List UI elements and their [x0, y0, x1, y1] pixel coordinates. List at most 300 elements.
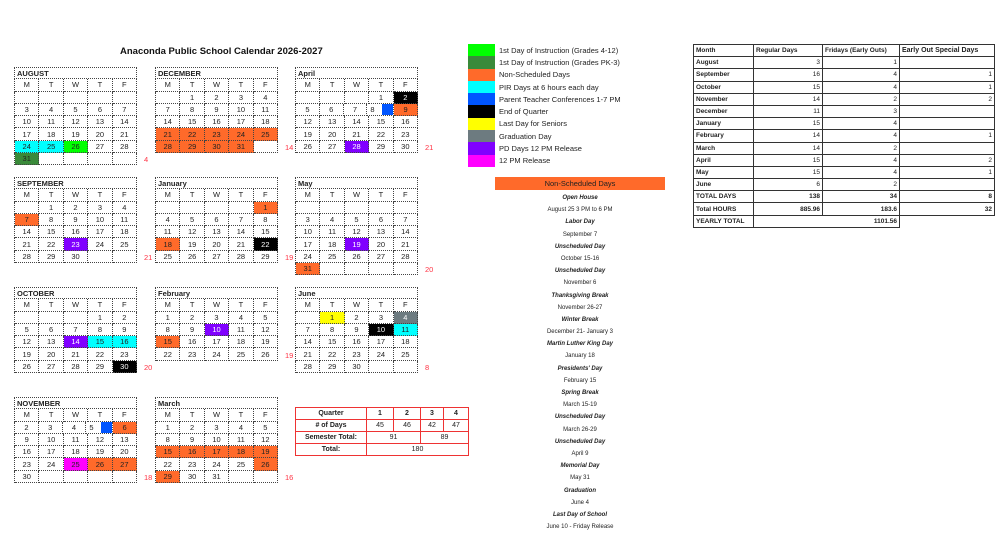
legend-label: 1st Day of Instruction (Grades PK-3) — [499, 57, 620, 67]
day-cell[interactable] — [113, 153, 137, 165]
day-cell[interactable] — [39, 153, 63, 165]
weekday-label: M — [296, 189, 320, 201]
day-number: 23 — [352, 349, 361, 359]
day-cell[interactable] — [39, 434, 63, 446]
day-cell[interactable] — [229, 92, 253, 104]
day-cell[interactable] — [394, 324, 418, 336]
day-cell[interactable] — [320, 226, 344, 238]
day-cell[interactable] — [394, 263, 418, 275]
day-cell[interactable] — [156, 238, 180, 250]
day-cell[interactable] — [88, 116, 112, 128]
day-cell[interactable] — [64, 141, 88, 153]
day-cell[interactable] — [156, 336, 180, 348]
day-cell[interactable] — [229, 141, 253, 153]
day-cell[interactable] — [369, 238, 393, 250]
day-cell[interactable] — [320, 336, 344, 348]
day-cell[interactable] — [39, 116, 63, 128]
day-cell[interactable] — [229, 434, 253, 446]
day-cell[interactable] — [156, 202, 180, 214]
day-cell[interactable] — [64, 434, 88, 446]
day-cell[interactable] — [113, 226, 137, 238]
day-cell[interactable] — [229, 214, 253, 226]
day-cell[interactable] — [64, 214, 88, 226]
day-cell[interactable] — [39, 312, 63, 324]
day-cell[interactable] — [113, 348, 137, 360]
day-cell[interactable] — [254, 458, 278, 470]
day-cell[interactable] — [205, 116, 229, 128]
day-cell[interactable] — [39, 128, 63, 140]
day-cell[interactable] — [64, 128, 88, 140]
day-cell[interactable] — [180, 458, 204, 470]
day-cell[interactable] — [15, 214, 39, 226]
day-cell[interactable] — [88, 214, 112, 226]
day-cell[interactable] — [320, 263, 344, 275]
day-cell[interactable] — [296, 336, 320, 348]
day-cell[interactable] — [15, 348, 39, 360]
day-cell[interactable] — [205, 471, 229, 483]
day-cell[interactable] — [296, 361, 320, 373]
day-cell[interactable] — [229, 128, 253, 140]
day-cell[interactable] — [394, 238, 418, 250]
day-cell[interactable] — [39, 238, 63, 250]
day-cell[interactable] — [15, 361, 39, 373]
day-cell[interactable] — [64, 104, 88, 116]
day-cell[interactable] — [64, 458, 88, 470]
day-cell[interactable] — [15, 128, 39, 140]
day-cell[interactable] — [39, 104, 63, 116]
day-cell[interactable] — [296, 214, 320, 226]
day-cell[interactable] — [156, 422, 180, 434]
day-cell[interactable] — [320, 251, 344, 263]
day-cell[interactable] — [320, 214, 344, 226]
day-cell[interactable] — [254, 202, 278, 214]
day-cell[interactable] — [88, 361, 112, 373]
day-number: 9 — [403, 105, 408, 115]
day-cell[interactable] — [296, 238, 320, 250]
day-number: 19 — [71, 129, 80, 139]
day-cell[interactable] — [15, 422, 39, 434]
day-cell[interactable] — [254, 214, 278, 226]
day-cell[interactable] — [254, 434, 278, 446]
day-cell[interactable] — [88, 434, 112, 446]
legend-label: PD Days 12 PM Release — [499, 144, 582, 154]
day-cell[interactable] — [369, 361, 393, 373]
day-cell[interactable] — [180, 471, 204, 483]
day-cell[interactable] — [296, 202, 320, 214]
day-cell[interactable] — [369, 128, 393, 140]
day-cell[interactable] — [344, 104, 368, 116]
day-cell[interactable] — [15, 202, 39, 214]
day-cell[interactable] — [156, 251, 180, 263]
day-cell[interactable] — [369, 336, 393, 348]
day-cell[interactable] — [88, 202, 112, 214]
day-cell[interactable] — [229, 312, 253, 324]
day-cell[interactable] — [320, 348, 344, 360]
day-cell[interactable] — [229, 471, 253, 483]
day-cell[interactable] — [64, 348, 88, 360]
day-cell[interactable] — [229, 348, 253, 360]
day-cell[interactable] — [180, 226, 204, 238]
day-cell[interactable] — [229, 226, 253, 238]
day-cell[interactable] — [254, 141, 278, 153]
day-cell[interactable] — [394, 361, 418, 373]
day-cell[interactable] — [156, 92, 180, 104]
day-cell[interactable] — [205, 312, 229, 324]
day-cell[interactable] — [15, 458, 39, 470]
day-cell[interactable] — [296, 263, 320, 275]
day-cell[interactable] — [229, 422, 253, 434]
day-cell[interactable] — [254, 128, 278, 140]
day-cell[interactable] — [254, 336, 278, 348]
day-cell[interactable] — [15, 251, 39, 263]
day-cell[interactable] — [254, 104, 278, 116]
day-cell[interactable] — [345, 202, 369, 214]
day-cell[interactable] — [180, 251, 204, 263]
day-cell[interactable] — [156, 226, 180, 238]
day-cell[interactable] — [15, 116, 39, 128]
day-cell[interactable] — [369, 312, 393, 324]
day-cell[interactable] — [205, 104, 229, 116]
day-cell[interactable] — [113, 141, 137, 153]
day-cell[interactable] — [320, 202, 344, 214]
day-cell[interactable] — [156, 312, 180, 324]
day-cell[interactable] — [180, 92, 204, 104]
day-cell[interactable] — [88, 324, 112, 336]
day-cell[interactable] — [180, 116, 204, 128]
day-cell[interactable] — [156, 116, 180, 128]
day-cell[interactable] — [345, 226, 369, 238]
day-cell[interactable] — [180, 238, 204, 250]
day-cell[interactable] — [394, 141, 418, 153]
day-cell[interactable] — [254, 324, 278, 336]
day-cell[interactable] — [39, 92, 63, 104]
day-cell[interactable] — [254, 312, 278, 324]
day-cell[interactable] — [113, 312, 137, 324]
day-cell[interactable] — [113, 361, 137, 373]
day-cell[interactable] — [64, 116, 88, 128]
day-cell[interactable] — [229, 336, 253, 348]
day-cell[interactable] — [39, 361, 63, 373]
weekday-label: T — [320, 79, 344, 91]
day-cell[interactable] — [180, 141, 204, 153]
day-cell[interactable] — [88, 226, 112, 238]
day-cell[interactable] — [156, 104, 180, 116]
day-cell[interactable] — [320, 141, 344, 153]
color-swatch — [468, 130, 495, 142]
day-cell[interactable] — [205, 251, 229, 263]
day-cell[interactable] — [39, 324, 63, 336]
day-cell[interactable] — [86, 422, 113, 434]
day-cell[interactable] — [156, 434, 180, 446]
day-cell[interactable] — [345, 251, 369, 263]
day-cell[interactable] — [180, 336, 204, 348]
day-cell[interactable] — [229, 324, 253, 336]
day-cell[interactable] — [369, 214, 393, 226]
day-cell[interactable] — [15, 324, 39, 336]
day-cell[interactable] — [64, 361, 88, 373]
day-cell[interactable] — [254, 238, 278, 250]
day-cell[interactable] — [394, 214, 418, 226]
day-cell[interactable] — [63, 422, 87, 434]
day-cell[interactable] — [345, 336, 369, 348]
day-cell[interactable] — [15, 92, 39, 104]
day-cell[interactable] — [205, 92, 229, 104]
day-cell[interactable] — [180, 348, 204, 360]
day-cell[interactable] — [320, 238, 344, 250]
day-cell[interactable] — [113, 214, 137, 226]
day-cell[interactable] — [369, 92, 393, 104]
day-cell[interactable] — [39, 141, 63, 153]
day-cell[interactable] — [88, 153, 112, 165]
day-cell[interactable] — [64, 153, 88, 165]
day-cell[interactable] — [394, 128, 418, 140]
day-cell[interactable] — [229, 202, 253, 214]
weekday-label: M — [15, 299, 39, 311]
day-cell[interactable] — [345, 92, 369, 104]
day-cell[interactable] — [345, 141, 369, 153]
day-cell[interactable] — [320, 324, 344, 336]
day-cell[interactable] — [15, 471, 39, 483]
day-cell[interactable] — [345, 116, 369, 128]
day-cell[interactable] — [229, 251, 253, 263]
day-cell[interactable] — [64, 471, 88, 483]
day-cell[interactable] — [88, 471, 112, 483]
day-cell[interactable] — [254, 422, 278, 434]
day-cell[interactable] — [113, 434, 137, 446]
day-cell[interactable] — [205, 336, 229, 348]
day-cell[interactable] — [296, 116, 320, 128]
day-cell[interactable] — [180, 202, 204, 214]
day-cell[interactable] — [369, 226, 393, 238]
day-cell[interactable] — [296, 251, 320, 263]
day-cell[interactable] — [394, 348, 418, 360]
day-cell[interactable] — [296, 92, 320, 104]
day-cell[interactable] — [394, 92, 418, 104]
day-cell[interactable] — [369, 324, 393, 336]
day-cell[interactable] — [180, 312, 204, 324]
day-cell[interactable] — [180, 324, 204, 336]
day-cell[interactable] — [296, 141, 320, 153]
day-cell[interactable] — [88, 251, 112, 263]
day-number: 9 — [354, 325, 359, 335]
day-cell[interactable] — [229, 116, 253, 128]
day-cell[interactable] — [345, 361, 369, 373]
day-cell[interactable] — [394, 116, 418, 128]
day-cell[interactable] — [113, 238, 137, 250]
day-cell[interactable] — [15, 226, 39, 238]
day-cell[interactable] — [156, 446, 180, 458]
day-cell[interactable] — [15, 104, 39, 116]
day-cell[interactable] — [229, 238, 253, 250]
day-cell[interactable] — [229, 104, 253, 116]
day-cell[interactable] — [39, 251, 63, 263]
day-cell[interactable] — [320, 128, 344, 140]
day-number: 12 — [22, 337, 31, 347]
day-cell[interactable] — [320, 104, 344, 116]
day-cell[interactable] — [156, 128, 180, 140]
day-cell[interactable] — [113, 446, 137, 458]
day-cell[interactable] — [39, 458, 63, 470]
day-cell[interactable] — [205, 348, 229, 360]
day-cell[interactable] — [394, 312, 418, 324]
day-cell[interactable] — [64, 312, 88, 324]
day-cell[interactable] — [88, 446, 112, 458]
day-cell[interactable] — [180, 434, 204, 446]
day-cell[interactable] — [254, 471, 278, 483]
day-number: 20 — [46, 349, 56, 359]
day-cell[interactable] — [320, 361, 344, 373]
month-march — [155, 397, 278, 483]
day-cell[interactable] — [64, 202, 88, 214]
day-cell[interactable] — [205, 434, 229, 446]
day-cell[interactable] — [156, 214, 180, 226]
day-cell[interactable] — [205, 324, 229, 336]
day-cell[interactable] — [254, 348, 278, 360]
day-cell[interactable] — [205, 422, 229, 434]
day-cell[interactable] — [205, 226, 229, 238]
day-cell[interactable] — [296, 324, 320, 336]
day-cell[interactable] — [39, 446, 63, 458]
day-cell[interactable] — [88, 128, 112, 140]
day-cell[interactable] — [296, 348, 320, 360]
day-cell[interactable] — [156, 348, 180, 360]
day-cell[interactable] — [156, 324, 180, 336]
day-cell[interactable] — [345, 324, 369, 336]
day-cell[interactable] — [180, 214, 204, 226]
day-cell[interactable] — [113, 128, 137, 140]
day-cell[interactable] — [88, 238, 112, 250]
day-cell[interactable] — [88, 92, 112, 104]
day-cell[interactable] — [64, 446, 88, 458]
day-cell[interactable] — [180, 104, 204, 116]
day-cell[interactable] — [64, 226, 88, 238]
day-cell[interactable] — [369, 202, 393, 214]
day-cell[interactable] — [394, 202, 418, 214]
day-cell[interactable] — [113, 116, 137, 128]
month-title: AUGUST — [14, 67, 137, 79]
day-cell[interactable] — [320, 312, 344, 324]
day-cell[interactable] — [156, 471, 180, 483]
day-cell[interactable] — [369, 348, 393, 360]
day-cell[interactable] — [15, 446, 39, 458]
day-cell[interactable] — [296, 104, 320, 116]
day-cell[interactable] — [296, 312, 320, 324]
day-cell[interactable] — [39, 226, 63, 238]
day-number: 30 — [187, 471, 197, 481]
day-cell[interactable] — [39, 348, 63, 360]
day-cell[interactable] — [229, 446, 253, 458]
day-cell[interactable] — [64, 92, 88, 104]
day-cell[interactable] — [113, 92, 137, 104]
day-cell[interactable] — [15, 153, 39, 165]
day-cell[interactable] — [394, 226, 418, 238]
day-number: 3 — [214, 312, 219, 322]
day-cell[interactable] — [205, 458, 229, 470]
day-cell[interactable] — [229, 458, 253, 470]
day-cell[interactable] — [39, 202, 63, 214]
day-cell[interactable] — [320, 116, 344, 128]
day-cell[interactable] — [156, 458, 180, 470]
day-cell[interactable] — [369, 251, 393, 263]
day-cell[interactable] — [394, 251, 418, 263]
day-cell[interactable] — [113, 251, 137, 263]
weekday-label: M — [156, 409, 180, 421]
day-cell[interactable] — [64, 336, 88, 348]
day-cell[interactable] — [369, 263, 393, 275]
day-cell[interactable] — [345, 214, 369, 226]
day-cell[interactable] — [88, 336, 112, 348]
day-cell[interactable] — [254, 92, 278, 104]
day-cell[interactable] — [156, 141, 180, 153]
day-cell[interactable] — [205, 141, 229, 153]
day-cell[interactable] — [88, 141, 112, 153]
day-cell[interactable] — [15, 434, 39, 446]
day-cell[interactable] — [39, 422, 63, 434]
day-cell[interactable] — [369, 141, 393, 153]
day-cell[interactable] — [205, 446, 229, 458]
day-cell[interactable] — [88, 104, 112, 116]
day-cell[interactable] — [113, 104, 137, 116]
day-cell[interactable] — [39, 214, 63, 226]
day-cell[interactable] — [113, 324, 137, 336]
day-cell[interactable] — [64, 238, 88, 250]
day-cell[interactable] — [345, 348, 369, 360]
day-cell[interactable] — [15, 312, 39, 324]
day-cell[interactable] — [205, 214, 229, 226]
day-cell[interactable] — [15, 141, 39, 153]
day-number: 12 — [261, 435, 270, 445]
day-cell[interactable] — [180, 446, 204, 458]
day-cell[interactable] — [345, 128, 369, 140]
day-cell[interactable] — [320, 92, 344, 104]
day-cell[interactable] — [296, 128, 320, 140]
day-cell[interactable] — [296, 226, 320, 238]
day-cell[interactable] — [15, 238, 39, 250]
day-cell[interactable] — [345, 238, 369, 250]
day-cell[interactable] — [205, 202, 229, 214]
day-cell[interactable] — [394, 104, 418, 116]
day-cell[interactable] — [15, 336, 39, 348]
day-cell[interactable] — [205, 128, 229, 140]
day-cell[interactable] — [113, 336, 137, 348]
day-cell[interactable] — [180, 422, 204, 434]
day-cell[interactable] — [113, 202, 137, 214]
day-cell[interactable] — [254, 116, 278, 128]
week-row — [155, 202, 278, 214]
day-cell[interactable] — [180, 128, 204, 140]
day-cell[interactable] — [254, 446, 278, 458]
day-cell[interactable] — [88, 458, 112, 470]
day-cell[interactable] — [254, 226, 278, 238]
day-cell[interactable] — [113, 471, 137, 483]
day-cell[interactable] — [369, 116, 393, 128]
day-cell[interactable] — [64, 324, 88, 336]
day-cell[interactable] — [394, 336, 418, 348]
day-cell[interactable] — [64, 251, 88, 263]
day-cell[interactable] — [39, 471, 63, 483]
day-cell[interactable] — [39, 336, 63, 348]
day-cell[interactable] — [113, 458, 137, 470]
day-cell[interactable] — [88, 348, 112, 360]
day-cell[interactable] — [345, 312, 369, 324]
day-cell[interactable] — [88, 312, 112, 324]
day-cell[interactable] — [254, 251, 278, 263]
day-cell[interactable] — [205, 238, 229, 250]
day-cell[interactable] — [345, 263, 369, 275]
day-cell[interactable] — [367, 104, 394, 116]
day-number: 28 — [163, 141, 172, 151]
day-cell[interactable] — [113, 422, 137, 434]
